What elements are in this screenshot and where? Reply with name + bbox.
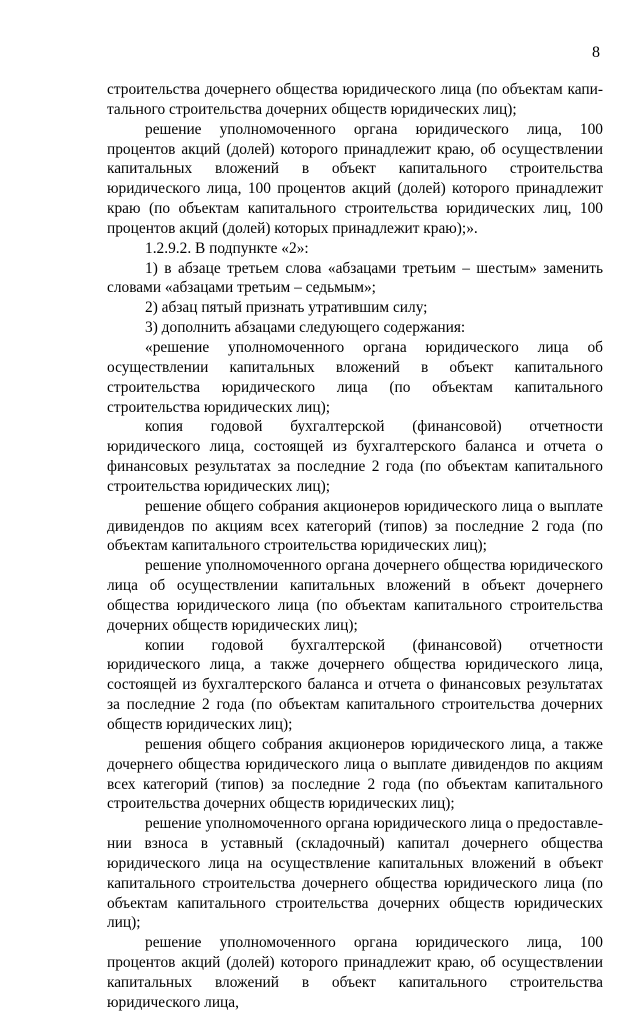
paragraph: решения общего собрания акционеров юридического лица, а также дочернего общества юридического лица о выплате дивидендов по акциям всех категорий (типов) за последние 2 года (по объектам капитального строительства дочерних обществ юридических лиц); <box>107 735 603 813</box>
paragraph: решение уполномоченного органа юридического лица, 100 процентов акций (долей) которого принадлежит краю, об осуществлении капитальных вложений в объект капитального строительства юридического лица, <box>107 934 603 1011</box>
paragraph: «решение уполномоченного органа юридического лица об осуществлении капитальных вложений в объект капитального строительства юридического лица (по объектам капитального строительства юридических лиц); <box>107 338 603 416</box>
paragraph: решение общего собрания акционеров юридического лица о выплате дивидендов по акциям всех категорий (типов) за последние 2 года (по объектам капитального строительства юридических лиц); <box>107 497 603 555</box>
document-body <box>107 80 603 1013</box>
paragraph: строительства дочернего общества юридического лица (по объектам капитального строительства дочерних обществ юридических лиц); <box>107 81 603 118</box>
paragraph: 1.2.9.2. В подпункте «2»: <box>145 239 309 257</box>
paragraph: решение уполномоченного органа юридического лица, 100 процентов акций (долей) которого принадлежит краю, об осуществлении капитальных вложений в объект капитального строительства юридического лица, 100 процентов акций (долей) которого принадлежит краю (по объектам капитального строительства юридических лиц, 100 процентов акций (долей) которых принадлежит краю);». <box>107 120 603 237</box>
paragraph: 1) в абзаце третьем слова «абзацами третьим – шестым» заменить словами «абзацами третьим – седьмым»; <box>107 259 603 297</box>
paragraph: решение уполномоченного органа дочернего общества юридического лица об осуществлении капитальных вложений в объект дочернего общества юридического лица (по объектам капитального строительства дочерних обществ юридических лиц); <box>107 557 603 634</box>
paragraph: решение уполномоченного органа юридического лица о предоставлении взноса в уставный (складочный) капитал дочернего общества юридического лица на осуществление капитальных вложений в объект капитального строительства дочернего общества юридического лица (по объектам капитального строительства дочерних обществ юридических лиц); <box>107 815 603 932</box>
page-number: 8 <box>592 44 600 61</box>
paragraph: 2) абзац пятый признать утратившим силу; <box>145 299 428 317</box>
paragraph: 3) дополнить абзацами следующего содержания: <box>145 319 466 337</box>
paragraph: копии годовой бухгалтерской (финансовой) отчетности юридического лица, а также дочернего общества юридического лица, состоящей из бухгалтерского баланса и отчета о финансовых результатах за последние 2 года (по объектам капитального строительства дочерних обществ юридических лиц); <box>107 636 603 733</box>
paragraph: копия годовой бухгалтерской (финансовой) отчетности юридического лица, состоящей из бухгалтерского баланса и отчета о финансовых результатах за последние 2 года (по объектам капитального строительства юридических лиц); <box>107 418 603 495</box>
